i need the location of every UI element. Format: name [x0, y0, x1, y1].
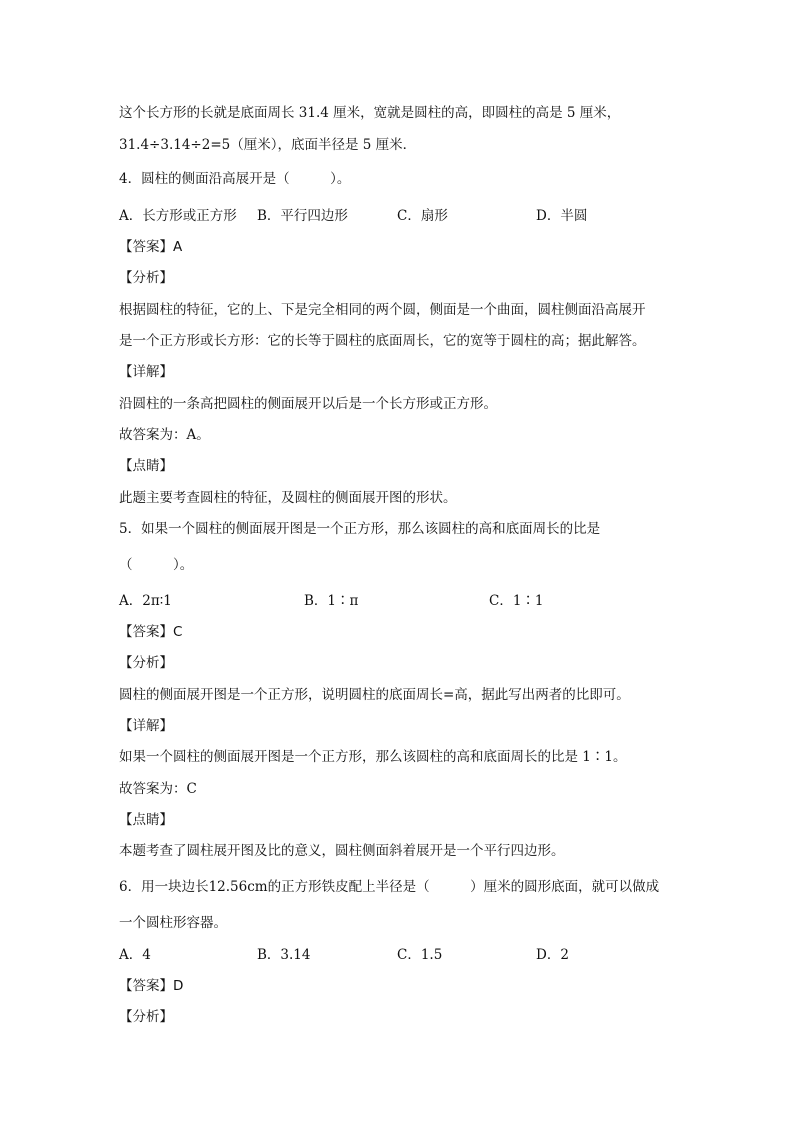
q6-option-b: B．3.14: [257, 947, 311, 963]
question-6-cont: 一个圆柱形容器。: [119, 915, 227, 931]
remark-heading: 【点睛】: [119, 812, 173, 828]
analysis-text: 是一个正方形或长方形：它的长等于圆柱的底面周长，它的宽等于圆柱的高；据此解答。: [119, 333, 646, 349]
q4-option-a: A．长方形或正方形: [119, 208, 237, 224]
q4-option-c: C．扇形: [397, 208, 448, 224]
answer-label: 【答案】A: [119, 239, 183, 255]
analysis-text: 根据圆柱的特征，它的上、下是完全相同的两个圆，侧面是一个曲面，圆柱侧面沿高展开: [119, 302, 646, 318]
detail-heading: 【详解】: [119, 364, 173, 380]
question-4: 4．圆柱的侧面沿高展开是（ ）。: [119, 171, 351, 187]
detail-text: 如果一个圆柱的侧面展开图是一个正方形，那么该圆柱的高和底面周长的比是 1∶1。: [119, 749, 627, 765]
analysis-heading: 【分析】: [119, 655, 173, 671]
q5-option-b: B．1∶π: [304, 593, 359, 609]
q5-option-a: A．2π∶1: [119, 593, 172, 609]
answer-label: 【答案】D: [119, 978, 184, 994]
text-line: 31.4÷3.14÷2=5（厘米），底面半径是 5 厘米．: [119, 137, 417, 153]
remark-text: 本题考查了圆柱展开图及比的意义，圆柱侧面斜着展开是一个平行四边形。: [119, 843, 565, 859]
q5-option-c: C．1∶1: [489, 593, 544, 609]
final-answer: 故答案为：A。: [119, 427, 210, 443]
text-line: 这个长方形的长就是底面周长 31.4 厘米，宽就是圆柱的高，即圆柱的高是 5 厘米，: [119, 105, 621, 121]
detail-heading: 【详解】: [119, 718, 173, 734]
analysis-text: 圆柱的侧面展开图是一个正方形，说明圆柱的底面周长=高，据此写出两者的比即可。: [119, 687, 630, 703]
question-6: 6．用一块边长12.56cm的正方形铁皮配上半径是（ ）厘米的圆形底面，就可以做成: [119, 879, 660, 895]
remark-heading: 【点睛】: [119, 458, 173, 474]
q4-option-b: B．平行四边形: [257, 208, 348, 224]
analysis-heading: 【分析】: [119, 270, 173, 286]
analysis-heading: 【分析】: [119, 1009, 173, 1025]
detail-text: 沿圆柱的一条高把圆柱的侧面展开以后是一个长方形或正方形。: [119, 396, 497, 412]
q6-option-d: D．2: [536, 947, 569, 963]
q6-option-a: A．4: [119, 947, 151, 963]
answer-label: 【答案】C: [119, 624, 183, 640]
question-5-blank: （ ）。: [119, 557, 194, 573]
question-5: 5．如果一个圆柱的侧面展开图是一个正方形，那么该圆柱的高和底面周长的比是: [119, 521, 601, 537]
q6-option-c: C．1.5: [397, 947, 443, 963]
final-answer: 故答案为：C: [119, 781, 197, 797]
q4-option-d: D．半圆: [536, 208, 588, 224]
remark-text: 此题主要考查圆柱的特征，及圆柱的侧面展开图的形状。: [119, 490, 457, 506]
